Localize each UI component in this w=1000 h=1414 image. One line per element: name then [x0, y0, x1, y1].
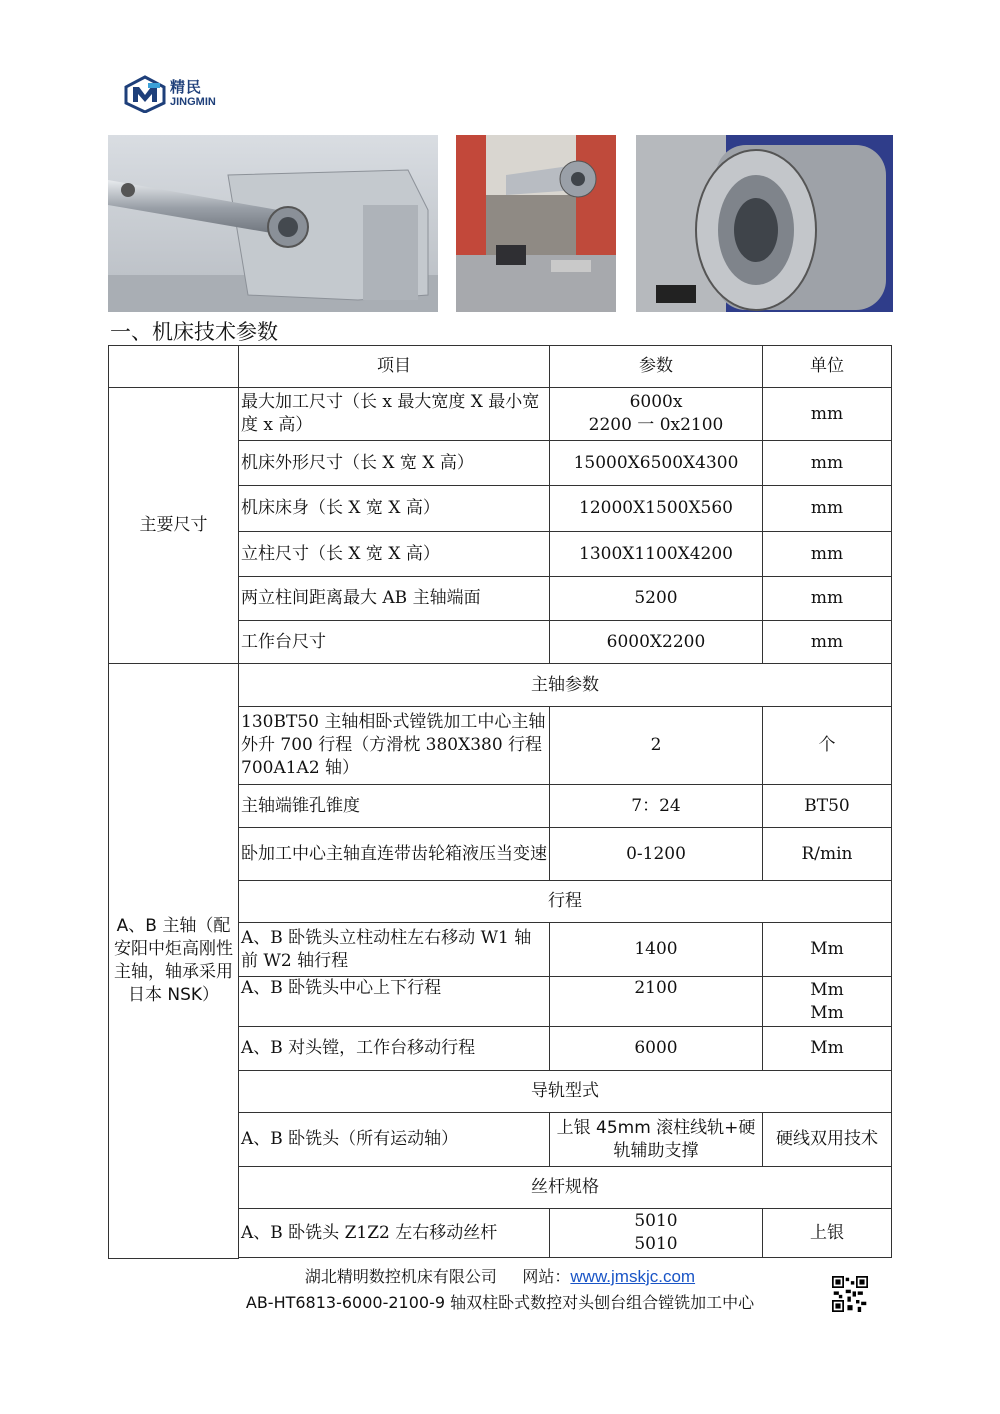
row-item: A、B 卧铣头 Z1Z2 左右移动丝杆 [239, 1209, 550, 1258]
table-row [109, 388, 892, 441]
row-unit: Mm [763, 1027, 892, 1071]
row-value: 2 [550, 707, 763, 785]
row-unit: mm [763, 486, 892, 532]
logo-text-cn: 精民 [170, 78, 203, 96]
row-item: A、B 卧铣头（所有运动轴） [239, 1113, 550, 1167]
row-value: 5200 [550, 577, 763, 621]
row-value: 6000X2200 [550, 621, 763, 664]
row-unit: R/min [763, 828, 892, 881]
subheader-travel: 行程 [239, 881, 892, 923]
row-unit: mm [763, 388, 892, 441]
jingmin-logo-icon [124, 75, 166, 113]
section-title: 一、机床技术参数 [110, 320, 278, 344]
row-unit: 个 [763, 707, 892, 785]
subheader-guide: 导轨型式 [239, 1071, 892, 1113]
logo-text-en: JINGMIN [170, 96, 216, 108]
subheader-row [109, 664, 892, 707]
header-item: 项目 [239, 346, 550, 388]
subheader-spindle: 主轴参数 [239, 664, 892, 707]
spindle-photo-2 [456, 135, 616, 312]
row-unit-line2: Mm [810, 1002, 844, 1023]
spec-table [108, 345, 892, 1259]
row-value-line2: 5010 [634, 1234, 678, 1254]
row-unit: BT50 [763, 785, 892, 828]
row-value-line2: 2200 一 0x2100 [588, 415, 724, 435]
header-value: 参数 [550, 346, 763, 388]
footer-website-link[interactable]: www.jmskjc.com [570, 1267, 696, 1286]
row-unit [763, 977, 892, 1027]
row-unit: 硬线双用技术 [763, 1113, 892, 1167]
table-header-row [109, 346, 892, 388]
row-unit: mm [763, 621, 892, 664]
row-value [550, 388, 763, 441]
row-unit-line1: Mm [810, 979, 844, 1000]
row-item: 主轴端锥孔锥度 [239, 785, 550, 828]
row-value-line1: 6000x [629, 392, 683, 412]
row-item: 最大加工尺寸（长 x 最大宽度 X 最小宽度 x 高） [239, 388, 550, 441]
row-unit: 上银 [763, 1209, 892, 1258]
group-label-ab-spindle: A、B 主轴（配安阳中炬高刚性主轴，轴承采用日本 NSK） [109, 664, 239, 1259]
row-unit: Mm [763, 923, 892, 977]
row-item: 立柱尺寸（长 X 宽 X 高） [239, 532, 550, 577]
row-item: 两立柱间距离最大 AB 主轴端面 [239, 577, 550, 621]
qr-code-icon [832, 1276, 868, 1312]
row-unit: mm [763, 441, 892, 486]
footer-site-label: 网站： [522, 1267, 571, 1286]
spindle-photo-1 [108, 135, 438, 312]
row-unit: mm [763, 577, 892, 621]
row-item: 卧加工中心主轴直连带齿轮箱液压当变速 [239, 828, 550, 881]
row-unit: mm [763, 532, 892, 577]
spindle-photo-3 [636, 135, 893, 312]
row-item: 机床外形尺寸（长 X 宽 X 高） [239, 441, 550, 486]
footer-company: 湖北精明数控机床有限公司 [304, 1267, 497, 1286]
row-value: 0-1200 [550, 828, 763, 881]
row-value: 2100 [550, 977, 763, 1027]
row-value: 1300X1100X4200 [550, 532, 763, 577]
subheader-screw: 丝杆规格 [239, 1167, 892, 1209]
row-value: 15000X6500X4300 [550, 441, 763, 486]
group-label-main-dims: 主要尺寸 [109, 388, 239, 664]
row-value-line1: 5010 [634, 1211, 678, 1231]
row-item: A、B 卧铣头中心上下行程 [239, 977, 550, 1027]
row-item: 机床床身（长 X 宽 X 高） [239, 486, 550, 532]
row-item: A、B 对头镗，工作台移动行程 [239, 1027, 550, 1071]
header-empty [109, 346, 239, 388]
row-item: 工作台尺寸 [239, 621, 550, 664]
row-item: A、B 卧铣头立柱动柱左右移动 W1 轴前 W2 轴行程 [239, 923, 550, 977]
header-unit: 单位 [763, 346, 892, 388]
row-value [550, 1209, 763, 1258]
footer-model: AB-HT6813-6000-2100-9 轴双柱卧式数控对头刨台组合镗铣加工中心 [245, 1293, 755, 1312]
row-value: 上银 45mm 滚柱线轨+硬轨辅助支撑 [550, 1113, 763, 1167]
row-value: 12000X1500X560 [550, 486, 763, 532]
row-value: 7：24 [550, 785, 763, 828]
row-item: 130BT50 主轴相卧式镗铣加工中心主轴外升 700 行程（方滑枕 380X380 行程 700A1A2 轴） [239, 707, 550, 785]
company-logo [124, 74, 244, 114]
row-value: 1400 [550, 923, 763, 977]
row-value: 6000 [550, 1027, 763, 1071]
